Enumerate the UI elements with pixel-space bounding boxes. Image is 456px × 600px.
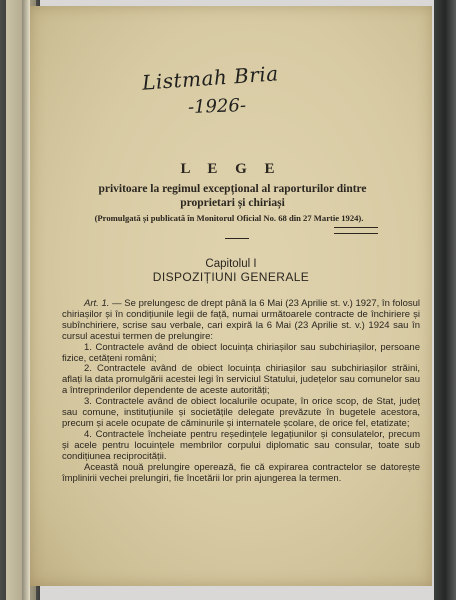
book-cover-edge	[434, 0, 456, 600]
article-label: Art. 1.	[84, 298, 110, 309]
handwritten-name: Listmah Bria	[141, 61, 280, 95]
handwritten-underline	[334, 227, 378, 234]
article-item-3: 3. Contractele având de obiect localurile ocupate, în orice scop, de Stat, județ sau comune, instituțiunile și societățile delegate prevăzute în bugetele acestora, precum și acele ocupate de căminurile și internatele școlare, de orice fel, etatizate;	[62, 396, 420, 429]
article-item-1: 1. Contractele având de obiect locuința chiriașilor sau subchiriașilor, persoane fizice, cetățeni români;	[62, 341, 420, 364]
law-title: L E G E	[180, 161, 282, 177]
subtitle-line-2: proprietari și chiriași	[180, 197, 285, 209]
subtitle-line-1: privitoare la regimul excepțional al raporturilor dintre	[98, 183, 367, 195]
chapter-heading: DISPOZIȚIUNI GENERALE	[152, 270, 310, 284]
chapter-number: Capitolul I	[205, 258, 257, 270]
article-intro	[62, 299, 420, 343]
document-page	[30, 6, 432, 586]
promulgation-note: (Promulgată și publicată în Monitorul Oficial No. 68 din 27 Martie 1924).	[94, 213, 364, 223]
article-item-4: 4. Contractele încheiate pentru reședințele legațiunilor și consulatelor, precum și acele pentru locuințele membrilor corpului diplomatic sau consular, toate sub condițiunea reciprocității.	[62, 428, 420, 462]
article-closing: Această nouă prelungire operează, fie că expirarea contractelor se datorește împlinirii vechei prelungiri, fie încetării lor prin ajungerea la termen.	[62, 461, 420, 484]
law-subtitle	[60, 182, 405, 210]
article-body	[62, 299, 420, 484]
handwritten-year: -1926-	[187, 94, 247, 119]
article-intro-text: — Se prelungesc de drept până la 6 Mai (23 Aprilie st. v.) 1927, în folosul chiriașilor și în condițiunile legii de față, numai următoarele contracte de închiriere și subînchiriere, scrise sau verbale, cari expiră la 6 Mai (23 Aprilie st. v.) 1924 sau în cursul acestui termen de prelungire:	[62, 298, 421, 342]
section-divider	[225, 238, 249, 239]
article-item-2: 2. Contractele având de obiect locuința chiriașilor sau subchiriașilor străini, aflați la data promulgării acestei legi în serviciul Statului, județelor sau comunelor sau a întreprinderilor dependente de aceste autorități;	[62, 363, 420, 397]
page-gutter	[22, 0, 30, 600]
